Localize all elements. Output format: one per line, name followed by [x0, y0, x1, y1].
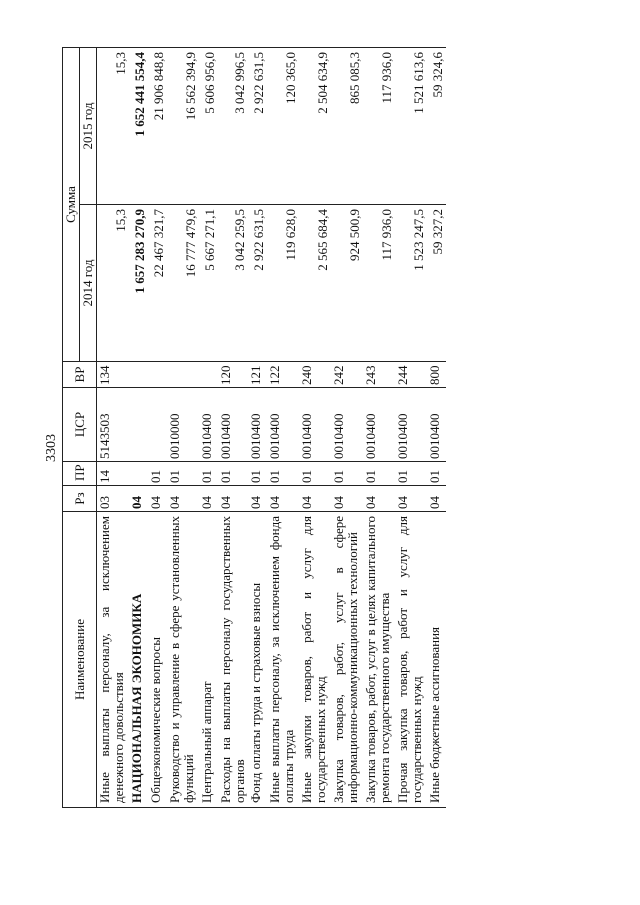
row-sum-2014: 1 657 283 270,9 — [129, 205, 148, 362]
row-sum-2015: 16 562 394,9 — [167, 48, 199, 205]
row-rz: 03 — [97, 486, 130, 512]
row-sum-2014: 119 628,0 — [267, 205, 299, 362]
row-sum-2014: 16 777 479,6 — [167, 205, 199, 362]
row-csr: 0010400 — [331, 388, 363, 462]
row-sum-2015: 1 521 613,6 — [395, 48, 427, 205]
row-rz: 04 — [363, 486, 395, 512]
row-sum-2014: 59 327,2 — [427, 205, 446, 362]
row-pr: 01 — [248, 462, 267, 486]
row-vr: 244 — [395, 362, 427, 388]
row-name: Центральный аппарат — [199, 512, 218, 808]
header-sum: Сумма — [63, 48, 80, 362]
row-sum-2015: 5 606 956,0 — [199, 48, 218, 205]
row-csr — [148, 388, 167, 462]
table-row — [427, 48, 446, 808]
row-sum-2015: 117 936,0 — [363, 48, 395, 205]
row-rz: 04 — [299, 486, 331, 512]
row-pr: 14 — [97, 462, 130, 486]
row-name: Иные бюджетные ассигнования — [427, 512, 446, 808]
page-number: 3303 — [44, 434, 59, 462]
row-sum-2014: 3 042 259,5 — [218, 205, 248, 362]
row-csr: 0010400 — [218, 388, 248, 462]
row-csr: 0010400 — [267, 388, 299, 462]
row-vr: 134 — [97, 362, 130, 388]
row-sum-2015: 865 085,3 — [331, 48, 363, 205]
row-rz: 04 — [248, 486, 267, 512]
table-row — [267, 48, 299, 808]
budget-table — [62, 47, 446, 808]
row-pr: 01 — [199, 462, 218, 486]
row-pr: 01 — [299, 462, 331, 486]
row-vr: 240 — [299, 362, 331, 388]
row-vr — [148, 362, 167, 388]
row-pr: 01 — [167, 462, 199, 486]
row-name: Закупка товаров, работ, услуг в сфере информационно-коммуникационных технологий — [331, 512, 363, 808]
row-csr: 0010400 — [427, 388, 446, 462]
row-csr: 0010400 — [199, 388, 218, 462]
table-row — [218, 48, 248, 808]
row-sum-2015: 2 504 634,9 — [299, 48, 331, 205]
row-sum-2014: 15,3 — [97, 205, 130, 362]
table-row — [395, 48, 427, 808]
row-pr: 01 — [427, 462, 446, 486]
row-name: Прочая закупка товаров, работ и услуг для государственных нужд — [395, 512, 427, 808]
row-pr: 01 — [363, 462, 395, 486]
row-vr — [129, 362, 148, 388]
row-rz: 04 — [167, 486, 199, 512]
header-pr: ПР — [63, 462, 97, 486]
row-name: Иные выплаты персоналу, за исключением фонда оплаты труда — [267, 512, 299, 808]
row-rz: 04 — [395, 486, 427, 512]
row-rz: 04 — [199, 486, 218, 512]
row-name: Фонд оплаты труда и страховые взносы — [248, 512, 267, 808]
table-row — [97, 48, 130, 808]
row-vr: 242 — [331, 362, 363, 388]
row-vr — [199, 362, 218, 388]
row-pr — [129, 462, 148, 486]
header-rz: Рз — [63, 486, 97, 512]
row-rz: 04 — [129, 486, 148, 512]
row-rz: 04 — [148, 486, 167, 512]
row-sum-2014: 5 667 271,1 — [199, 205, 218, 362]
row-sum-2015: 15,3 — [97, 48, 130, 205]
row-sum-2015: 59 324,6 — [427, 48, 446, 205]
row-vr: 122 — [267, 362, 299, 388]
row-name: Общеэкономические вопросы — [148, 512, 167, 808]
row-sum-2014: 22 467 321,7 — [148, 205, 167, 362]
row-sum-2014: 2 565 684,4 — [299, 205, 331, 362]
row-sum-2014: 1 523 247,5 — [395, 205, 427, 362]
table-row — [148, 48, 167, 808]
row-vr: 800 — [427, 362, 446, 388]
row-csr: 0010400 — [395, 388, 427, 462]
row-csr: 0010400 — [363, 388, 395, 462]
row-rz: 04 — [267, 486, 299, 512]
header-csr: ЦСР — [63, 388, 97, 462]
row-vr: 243 — [363, 362, 395, 388]
row-rz: 04 — [427, 486, 446, 512]
row-vr: 121 — [248, 362, 267, 388]
row-sum-2015: 21 906 848,8 — [148, 48, 167, 205]
header-year-2015: 2015 год — [80, 48, 97, 205]
row-sum-2014: 924 500,9 — [331, 205, 363, 362]
table-row — [331, 48, 363, 808]
row-sum-2015: 3 042 996,5 — [218, 48, 248, 205]
row-name: Расходы на выплаты персоналу государственных органов — [218, 512, 248, 808]
row-name: Иные закупки товаров, работ и услуг для государственных нужд — [299, 512, 331, 808]
table-row — [248, 48, 267, 808]
row-rz: 04 — [218, 486, 248, 512]
row-vr: 120 — [218, 362, 248, 388]
row-csr — [129, 388, 148, 462]
row-name: Закупка товаров, работ, услуг в целях капитального ремонта государственного имущества — [363, 512, 395, 808]
table-row — [129, 48, 148, 808]
table-row — [167, 48, 199, 808]
row-sum-2015: 120 365,0 — [267, 48, 299, 205]
row-rz: 04 — [331, 486, 363, 512]
table-row — [199, 48, 218, 808]
row-sum-2015: 1 652 441 554,4 — [129, 48, 148, 205]
header-name: Наименование — [63, 512, 97, 808]
table-row — [363, 48, 395, 808]
row-pr: 01 — [395, 462, 427, 486]
row-csr: 5143503 — [97, 388, 130, 462]
row-pr: 01 — [331, 462, 363, 486]
header-vr: ВР — [63, 362, 97, 388]
row-csr: 0010400 — [299, 388, 331, 462]
row-vr — [167, 362, 199, 388]
row-name: НАЦИОНАЛЬНАЯ ЭКОНОМИКА — [129, 512, 148, 808]
row-sum-2014: 117 936,0 — [363, 205, 395, 362]
row-pr: 01 — [267, 462, 299, 486]
row-name: Руководство и управление в сфере установленных функций — [167, 512, 199, 808]
row-name: Иные выплаты персоналу, за исключением денежного довольствия — [97, 512, 130, 808]
row-csr: 0010000 — [167, 388, 199, 462]
row-pr: 01 — [218, 462, 248, 486]
row-sum-2014: 2 922 631,5 — [248, 205, 267, 362]
row-csr: 0010400 — [248, 388, 267, 462]
table-row — [299, 48, 331, 808]
header-year-2014: 2014 год — [80, 205, 97, 362]
row-pr: 01 — [148, 462, 167, 486]
row-sum-2015: 2 922 631,5 — [248, 48, 267, 205]
